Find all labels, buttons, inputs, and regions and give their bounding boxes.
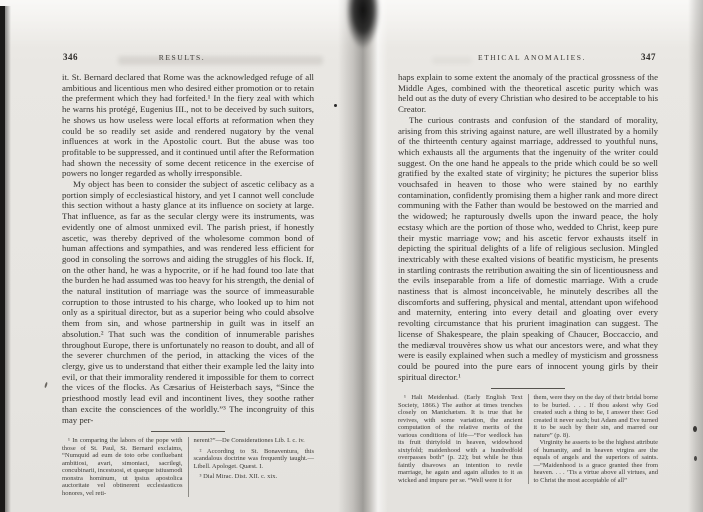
left-footnote-column-1 — [62, 437, 183, 497]
left-paragraph-2: My object has been to consider the subject of ascetic celibacy as a portion simply of ecclesiastical history, and yet I cannot well conclude this section without a hasty glance at its influence on society at large. That influence, as far as the secular clergy were its instruments, was evidently one of almost unmixed evil. The parish priest, if honestly ascetic, was thereby deprived of the wholesome common bond of human affections and sympathies, and was rendered less efficient for good in consoling the sorrows and aiding the struggles of his flock. If, on the other hand, he was a hypocrite, or if he had found too late that the burden he had assumed was too heavy for his strength, the denial of the natural institution of marriage was the source of immeasurable corruption to those intrusted to his charge, who looked up to him not only as a spiritual director, but as a superior being who could absolve them from sin, and whose partnership in guilt was in itself an absolution.² That such was the condition of innumerable parishes throughout Europe, there is unfortunately no reason to doubt, and all of the severer churchmen of the period, in attacking the vices of the clergy, give us to understand that either their example led the laity into evil, or that their immorality rendered it impossible for them to correct the vices of the flocks. As Cæsarius of Heisterbach says, “Since the priesthood mostly lead evil and incontinent lives, they soothe rather than excite the consciences of the worldly.”³ The incongruity of this may per- — [62, 179, 314, 425]
footnote-1-continuation-2: Virginity he asserts to be the highest attribute of humanity, and in heaven virgins are the equals of angels and the superiors of saints.—“Maidenhood is a grace granted thee from heaven. . . . ’Tis a virtue above all virtues, and to Christ the most acceptable of all” — [533, 439, 658, 484]
footnote-2: ² According to St. Bonaventura, this scandalous doctrine was frequently taught.—Libell. Apologet. Quæst. I. — [193, 447, 314, 470]
binding-gutter-top-shadow — [346, 0, 380, 48]
left-paragraph-1: it. St. Bernard declared that Rome was the acknowledged refuge of all ambitious and licentious men who desired either promotion or to retain the preferment which they had forfeited.¹ In the fiery zeal with which he warns his protégé, Eugenius III., not to be deceived by such suitors, he shows us how useless were local efforts at reformation when they could be so readily set aside and rendered nugatory by the venal influences at work in the Apostolic court. But the abuse was too profitable to be suppressed, and it continued until after the Reformation had shown the necessity of some decent reticence in the exercise of powers no longer regarded as wholly irresponsible. — [62, 72, 314, 179]
right-running-title: ETHICAL ANOMALIES. — [477, 53, 587, 62]
scan-speck — [44, 382, 48, 388]
bleed-through-smudge — [432, 57, 472, 64]
right-footnote-separator — [491, 388, 565, 389]
binding-gutter-shadow — [338, 0, 388, 512]
right-page-number: 347 — [641, 52, 656, 62]
footnote-1: ¹ In comparing the labors of the pope with those of St. Paul, St. Bernard exclaims, “Numquid ad eum de toto orbe confluebant ambitiosi, avari, simoniaci, sacrilegi, concubinarii, incestuosi, et quæque istiusmodi monstra hominum, ut ipsius apostolica auctoritate vel obtinerent ecclesiasticos honores, vel reti- — [62, 437, 183, 497]
right-paragraph-2: The curious contrasts and confusion of the standard of morality, arising from this striving against nature, are well illustrated by a homily of the thirteenth century against marriage, addressed to youthful nuns, which exhausts all the arguments that the ingenuity of the writer could suggest. On the one hand he appeals to the pride which could be so well gratified by the exalted state of virginity; he pictures the superior bliss vouchsafed in heaven to those who were stained by no earthly contamination, confidently promising them a higher rank and more direct communing with the Father than would be bestowed on the married and the widowed; he rapturously dwells upon the inward peace, the holy ecstasy which are the portion of those who, wedded to Christ, keep pure their mystic marriage vow; and his ascetic fervor exhausts itself in depicting the spiritual delights of a life of religious seclusion. Mingled inextricably with these exalted visions of beatific mysticism, he presents in startling contrasts the retribution awaiting the sin of licentiousness and the evils inseparable from a life of domestic marriage. With a crude nastiness that is almost inconceivable, he minutely describes all the discomforts and suffering, physical and mental, attendant upon wifehood and maternity, entering into every detail and gloating over every revolting circumstance that his prurient imagination can suggest. The license of Shakespeare, the plain speaking of Chaucer, Boccaccio, and the mediæval trouvères show us what our ancestors were, and what they were is easily explained when such a medley of mysticism and grossness could be poured into the pure ears of innocent young girls by their spiritual director.¹ — [398, 114, 658, 382]
left-page-body — [62, 72, 314, 425]
left-page-footnotes — [62, 437, 314, 497]
scan-left-edge-fade — [5, 6, 11, 512]
left-page — [62, 52, 314, 497]
bleed-through-smudge — [118, 56, 323, 65]
scan-speck — [693, 426, 697, 432]
left-running-title: RESULTS. — [158, 53, 206, 62]
footnote-1-continuation: them, were they on the day of their bridal borne to be buried. . . . If thou askest why God created such a thing to be, I answer thee: God created it never such; but Adam and Eve turned it to be such by their sin, and marred our nature” (p. 8). — [533, 394, 658, 439]
footnote-1: ¹ Hali Meidenhad. (Early English Text Society, 1866.) The author at times trenches closely on Manichæism. It is true that he revives, with some variation, the ancient computation of the relative merits of the various conditions of life—“For wedlock has its fruit thirtyfold in heaven, widowhood sixtyfold; maidenhood with a hundredfold overpasses both” (p. 22); but while he thus faintly disavows an intention to revile marriage, he again and again alludes to it as wicked and impure per se. “Well were it for — [398, 394, 523, 484]
footnote-3: ³ Dial Mirac. Dist. XII. c. xix. — [199, 473, 278, 481]
scan-speck — [694, 456, 697, 461]
left-page-number: 346 — [63, 52, 78, 62]
scan-speck — [334, 104, 337, 107]
scan-right-edge-shadow — [688, 0, 703, 512]
right-page-body — [398, 72, 658, 382]
right-footnote-column-1 — [398, 394, 523, 484]
right-paragraph-1: haps explain to some extent the anomaly of the practical grossness of the Middle Ages, combined with the theoretical ascetic purity which was held out as the duty of every Christian who desired to be acceptable to his Creator. — [398, 72, 658, 115]
left-footnote-separator — [151, 431, 225, 432]
right-page-footnotes — [398, 394, 658, 484]
footnote-1-continuation: nerent?”—De Considerationes Lib. I. c. iv. — [193, 437, 305, 445]
right-page — [398, 52, 658, 484]
left-footnote-column-2 — [188, 437, 315, 497]
right-footnote-column-2 — [528, 394, 659, 484]
